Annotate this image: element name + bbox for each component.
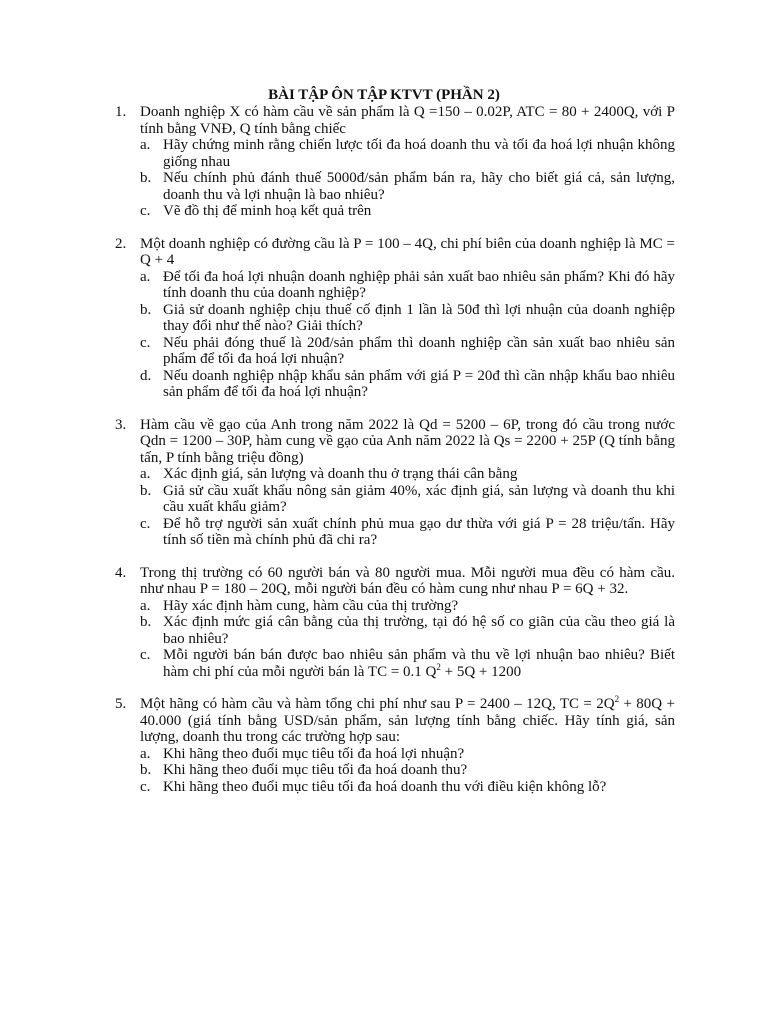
sub-question-text <box>163 466 675 483</box>
document-title: BÀI TẬP ÔN TẬP KTVT (PHẦN 2) <box>268 87 500 103</box>
question-text-main: Hàm cầu về gạo của Anh trong năm 2022 là Qd = 5200 – 6P, trong đó cầu trong nước Qdn = 1200 – 30P, hàm cung về gạo của Anh năm 2022 là Qs = 2200 + 25P (Q tính bằng tấn, P tính bằng triệu đồng) <box>140 416 675 466</box>
sub-question-text-main: Giả sử cầu xuất khẩu nông sản giảm 40%, xác định giá, sản lượng và doanh thu khi cầu xuất khẩu giảm? <box>163 482 675 515</box>
sub-question-text-main: Để hỗ trợ người sản xuất chính phủ mua gạo dư thừa với giá P = 28 triệu/tấn. Hãy tính số tiền mà chính phủ đã chi ra? <box>163 515 675 548</box>
sub-question-letter: c. <box>140 203 151 219</box>
sub-question <box>140 203 675 220</box>
question-number: 4. <box>115 564 127 581</box>
sub-question-text-main: Khi hãng theo đuổi mục tiêu tối đa hoá lợi nhuận? <box>163 745 465 762</box>
question-text <box>140 417 675 467</box>
sub-question-letter: a. <box>140 137 151 153</box>
sub-question <box>140 335 675 368</box>
question-5 <box>115 696 675 795</box>
question-number: 1. <box>115 104 127 120</box>
sub-question <box>140 137 675 170</box>
sub-question-text-main: Xác định giá, sản lượng và doanh thu ở trạng thái cân bằng <box>163 466 518 482</box>
sub-question-text-main: Hãy xác định hàm cung, hàm cầu của thị trường? <box>163 597 459 614</box>
superscript-exponent: 2 <box>436 661 441 672</box>
question-text-main: Một hãng có hàm cầu và hàm tổng chi phí như sau P = 2400 – 12Q, TC = 2Q <box>140 696 615 712</box>
sub-question <box>140 762 675 779</box>
question-2 <box>115 236 675 401</box>
sub-question-letter: b. <box>140 482 152 499</box>
sub-question-text-main: Khi hãng theo đuổi mục tiêu tối đa hoá doanh thu? <box>163 762 468 778</box>
question-text-main: Một doanh nghiệp có đường cầu là P = 100 – 4Q, chi phí biên của doanh nghiệp là MC = Q + 4 <box>140 235 675 268</box>
sub-question-text <box>163 598 675 615</box>
sub-question-letter: d. <box>140 367 152 384</box>
sub-question-text <box>163 368 675 401</box>
question-number: 3. <box>115 416 127 433</box>
sub-question-text <box>163 137 675 170</box>
sub-question-text <box>163 170 675 203</box>
sub-question-text <box>163 483 675 516</box>
sub-question-text <box>163 762 675 779</box>
sub-question-text <box>163 269 675 302</box>
sub-question-text <box>163 647 675 680</box>
sub-question-letter: b. <box>140 301 152 318</box>
sub-question-letter: c. <box>140 334 151 351</box>
question-1 <box>115 104 675 220</box>
sub-question-text-main: Mỗi người bán bán được bao nhiêu sản phẩm và thu về lợi nhuận bao nhiêu? Biết hàm chi phí của mỗi người bán là TC = 0.1 Q <box>163 647 675 680</box>
sub-question-letter: c. <box>140 515 151 532</box>
sub-question <box>140 368 675 401</box>
question-text-main: Trong thị trường có 60 người bán và 80 người mua. Mỗi người mua đều có hàm cầu. như nhau P = 180 – 20Q, mỗi người bán đều có hàm cung như nhau P = 6Q + 32. <box>140 564 675 597</box>
sub-question-text <box>163 302 675 335</box>
sub-question-letter: b. <box>140 170 152 186</box>
sub-question-text <box>163 614 675 647</box>
sub-question-text <box>163 335 675 368</box>
sub-question <box>140 466 675 483</box>
sub-question <box>140 269 675 302</box>
sub-question-text-main: Nếu phải đóng thuế là 20đ/sản phẩm thì doanh nghiệp cần sản xuất bao nhiêu sản phẩm để tối đa hoá lợi nhuận? <box>163 334 675 367</box>
sub-question <box>140 614 675 647</box>
sub-question-text-main: Hãy chứng minh rằng chiến lược tối đa hoá doanh thu và tối đa hoá lợi nhuận không giống nhau <box>163 137 675 170</box>
sub-question-letter: a. <box>140 745 151 762</box>
sub-question <box>140 647 675 680</box>
sub-question-letter: c. <box>140 647 151 663</box>
sub-question-text-main: Xác định mức giá cân bằng của thị trường, tại đó hệ số co giãn của cầu theo giá là bao nhiêu? <box>163 614 675 647</box>
sub-question-letter: a. <box>140 268 151 285</box>
question-text-main: Doanh nghiệp X có hàm cầu về sản phẩm là Q =150 – 0.02P, ATC = 80 + 2400Q, với P tính bằng VNĐ, Q tính bằng chiếc <box>140 104 675 137</box>
sub-question-text-continued: + 5Q + 1200 <box>440 663 522 680</box>
question-text-continued: + 80Q + 40.000 (giá tính bằng USD/sản phẩm, sản lượng tính bằng chiếc. Hãy tính giá, sản lượng, doanh thu trong các trường hợp sau: <box>140 696 675 745</box>
sub-question <box>140 516 675 549</box>
question-list <box>115 104 675 795</box>
question-text <box>140 104 675 137</box>
sub-question <box>140 170 675 203</box>
sub-question-text <box>163 746 675 763</box>
sub-question-letter: a. <box>140 466 151 482</box>
superscript-exponent: 2 <box>614 694 620 704</box>
sub-question-text-main: Giả sử doanh nghiệp chịu thuế cố định 1 lần là 50đ thì lợi nhuận của doanh nghiệp thay đổi như thế nào? Giải thích? <box>163 301 675 334</box>
sub-question-text <box>163 516 675 549</box>
sub-question <box>140 302 675 335</box>
sub-question <box>140 598 675 615</box>
question-text <box>140 696 675 746</box>
sub-question-text <box>163 203 675 220</box>
question-text <box>140 236 675 269</box>
question-number: 2. <box>115 235 127 252</box>
sub-question <box>140 483 675 516</box>
sub-question-text <box>163 779 675 796</box>
sub-question-letter: c. <box>140 778 151 795</box>
sub-question-letter: a. <box>140 597 151 614</box>
sub-question-letter: b. <box>140 614 152 630</box>
question-text <box>140 565 675 598</box>
sub-question-text-main: Khi hãng theo đuổi mục tiêu tối đa hoá doanh thu với điều kiện không lỗ? <box>163 778 607 795</box>
question-number: 5. <box>115 696 127 712</box>
sub-question-letter: b. <box>140 762 152 778</box>
sub-question-text-main: Nếu chính phủ đánh thuế 5000đ/sản phẩm bán ra, hãy cho biết giá cả, sản lượng, doanh thu và lợi nhuận là bao nhiêu? <box>163 170 675 203</box>
question-3 <box>115 417 675 549</box>
sub-question <box>140 779 675 796</box>
sub-question-text-main: Nếu doanh nghiệp nhập khẩu sản phẩm với giá P = 20đ thì cần nhập khẩu bao nhiêu sản phẩm để tối đa hoá lợi nhuận? <box>163 367 675 400</box>
sub-question <box>140 746 675 763</box>
question-4 <box>115 565 675 681</box>
sub-question-text-main: Vẽ đồ thị để minh hoạ kết quả trên <box>163 203 372 219</box>
sub-question-text-main: Để tối đa hoá lợi nhuận doanh nghiệp phải sản xuất bao nhiêu sản phẩm? Khi đó hãy tính doanh thu của doanh nghiệp? <box>163 268 675 301</box>
